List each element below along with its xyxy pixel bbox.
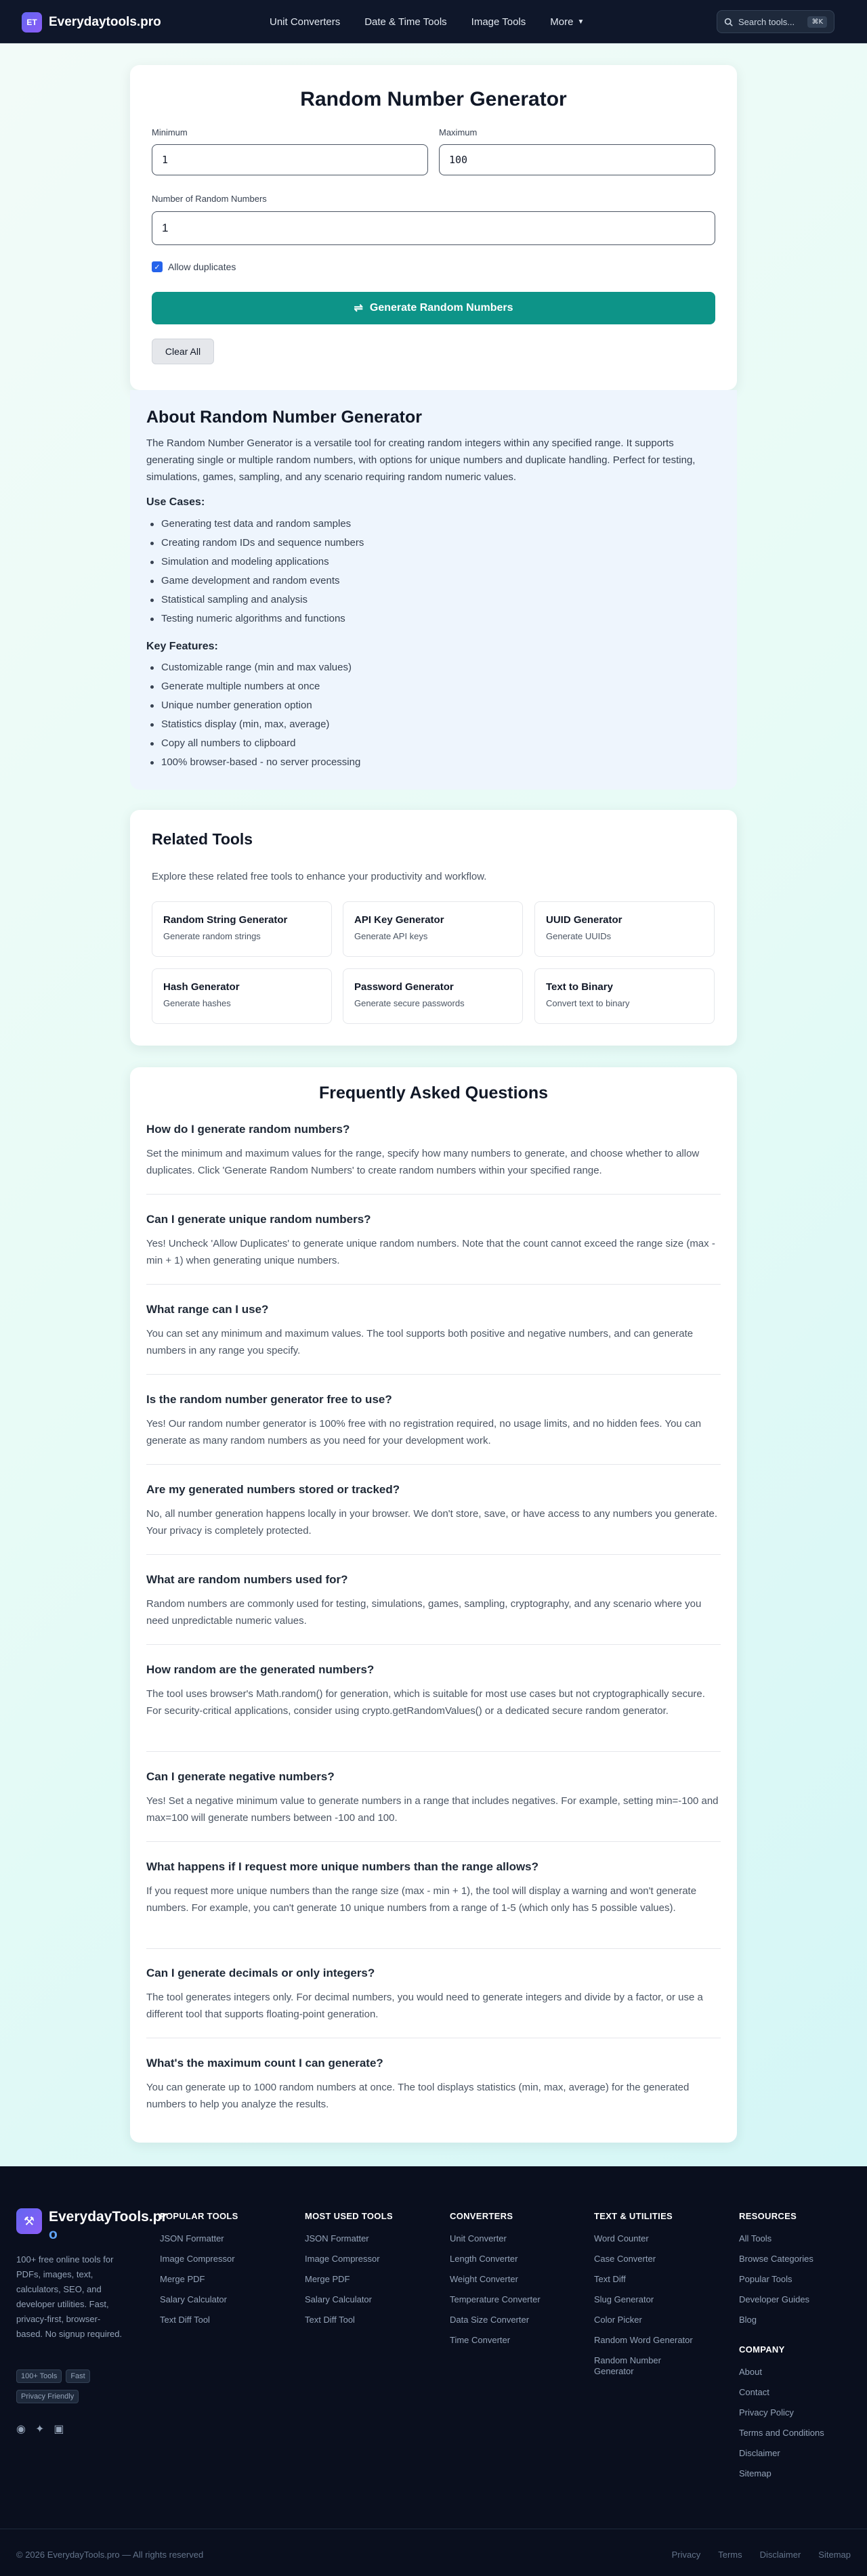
tool-card-random-string-generator[interactable]	[152, 901, 332, 957]
list-item: Generate multiple numbers at once	[146, 677, 360, 696]
tool-description: Generate secure passwords	[354, 998, 465, 1008]
footer-link[interactable]: Sitemap	[739, 2468, 771, 2478]
faq-question: Can I generate unique random numbers?	[146, 1213, 371, 1226]
max-label: Maximum	[439, 127, 478, 137]
faq-item	[146, 1663, 721, 1719]
count-label: Number of Random Numbers	[152, 194, 267, 204]
faq-card	[130, 1067, 737, 2143]
footer-link[interactable]: Text Diff Tool	[160, 2315, 210, 2325]
tool-name: Random String Generator	[163, 914, 288, 926]
faq-divider	[146, 1751, 721, 1752]
faq-question: What happens if I request more unique numbers than the range allows?	[146, 1860, 539, 1873]
search-button[interactable]	[717, 10, 834, 33]
footer-brand-name-part1: EverydayTools.pr	[49, 2209, 167, 2225]
faq-question: Can I generate decimals or only integers?	[146, 1967, 375, 1979]
clear-all-button[interactable]: Clear All	[152, 339, 214, 364]
faq-answer: You can generate up to 1000 random numbers at once. The tool displays statistics (min, max, average) for the generated numbers to help you analyze the results.	[146, 2082, 690, 2110]
footer-link[interactable]: Contact	[739, 2387, 769, 2397]
twitter-icon[interactable]: ✦	[35, 2424, 45, 2435]
faq-answer: Random numbers are commonly used for testing, simulations, games, sampling, cryptography, and any scenario where you need unpredictable numeric values.	[146, 1598, 702, 1627]
faq-item	[146, 2057, 721, 2113]
footer-col-heading: RESOURCES	[739, 2211, 797, 2221]
search-shortcut-badge: ⌘K	[807, 16, 827, 28]
search-icon	[724, 18, 733, 26]
nav-link-date-time-tools[interactable]: Date & Time Tools	[364, 16, 447, 28]
list-item: Unique number generation option	[146, 696, 360, 715]
tool-description: Generate hashes	[163, 998, 231, 1008]
footer-link[interactable]: Slug Generator	[594, 2294, 654, 2304]
tool-description: Generate random strings	[163, 931, 261, 941]
footer-link[interactable]: About	[739, 2367, 762, 2377]
footer-link[interactable]: Developer Guides	[739, 2294, 810, 2304]
footer-col-text-utilities	[594, 2211, 709, 2386]
faq-question: What's the maximum count I can generate?	[146, 2057, 383, 2069]
footer-col-converters	[450, 2211, 541, 2355]
footer-col-most-used-tools	[305, 2211, 393, 2335]
faq-answer: Yes! Our random number generator is 100% free with no registration required, no usage limits, and no hidden fees. You can generate as many random numbers as you need for your development work.	[146, 1418, 702, 1446]
faq-divider	[146, 1464, 721, 1465]
use-cases-list	[146, 515, 364, 628]
page-title: Random Number Generator	[300, 88, 567, 110]
footer-col-heading: TEXT & UTILITIES	[594, 2211, 673, 2221]
brand-logo-icon: ET	[22, 12, 42, 33]
footer-link[interactable]: Temperature Converter	[450, 2294, 541, 2304]
tool-name: API Key Generator	[354, 914, 444, 926]
list-item: Customizable range (min and max values)	[146, 658, 360, 677]
faq-divider	[146, 1374, 721, 1375]
tool-card-text-to-binary[interactable]	[534, 968, 715, 1024]
faq-divider	[146, 1644, 721, 1645]
faq-answer: You can set any minimum and maximum values. The tool supports both positive and negative numbers, and can generate numbers in any range you specify.	[146, 1328, 694, 1356]
generator-card	[130, 65, 737, 390]
faq-item	[146, 1860, 721, 1916]
footer-badges	[16, 2369, 138, 2410]
related-tools-card	[130, 810, 737, 1046]
faq-item	[146, 1573, 721, 1629]
github-icon[interactable]: ◉	[16, 2424, 26, 2435]
legal-link-disclaimer[interactable]: Disclaimer	[759, 2550, 801, 2560]
allow-duplicates-label: Allow duplicates	[168, 261, 236, 272]
faq-question: How random are the generated numbers?	[146, 1663, 375, 1676]
footer-col-heading: CONVERTERS	[450, 2211, 513, 2221]
brand-name: Everydaytools.pro	[49, 15, 161, 29]
about-description: The Random Number Generator is a versatile tool for creating random integers within any specified range. It supports generating single or multiple random numbers, with options for unique numbers and duplicate handling. Perfect for testing, simulations, games, sampling, and any scenario requiring random numeric values.	[146, 437, 696, 483]
faq-divider	[146, 1554, 721, 1555]
footer-link[interactable]: Time Converter	[450, 2335, 511, 2345]
nav-more-label: More	[550, 16, 574, 28]
max-input[interactable]	[439, 144, 715, 175]
about-section	[130, 390, 737, 790]
faq-question: How do I generate random numbers?	[146, 1123, 350, 1136]
about-title: About Random Number Generator	[146, 408, 422, 427]
faq-item	[146, 1123, 721, 1179]
tool-description: Generate API keys	[354, 931, 428, 941]
brand-link[interactable]	[22, 12, 161, 33]
footer-link[interactable]: Disclaimer	[739, 2448, 780, 2458]
nav-link-image-tools[interactable]: Image Tools	[471, 16, 526, 28]
search-placeholder: Search tools...	[738, 16, 795, 27]
list-item: Statistics display (min, max, average)	[146, 715, 360, 734]
footer-link[interactable]: Word Counter	[594, 2233, 649, 2244]
faq-item	[146, 1213, 721, 1269]
faq-answer: Set the minimum and maximum values for the range, specify how many numbers to generate, and choose whether to allow duplicates. Click 'Generate Random Numbers' to create random numbers within your specified range.	[146, 1148, 700, 1176]
footer-col-popular-tools	[160, 2211, 238, 2335]
linkedin-icon[interactable]: ▣	[54, 2424, 64, 2435]
tool-name: Hash Generator	[163, 981, 240, 993]
generate-button[interactable]	[152, 292, 715, 324]
footer-link[interactable]: Random Number Generator	[594, 2355, 661, 2376]
legal-link-privacy[interactable]: Privacy	[671, 2550, 701, 2560]
footer-link[interactable]: Popular Tools	[739, 2274, 792, 2284]
list-item: Creating random IDs and sequence numbers	[146, 534, 364, 553]
footer-link[interactable]: Weight Converter	[450, 2274, 518, 2284]
use-cases-heading: Use Cases:	[146, 496, 205, 508]
footer-link[interactable]: Text Diff	[594, 2274, 626, 2284]
faq-item	[146, 1770, 721, 1826]
legal-links	[654, 2550, 851, 2560]
footer-link[interactable]: Image Compressor	[305, 2254, 380, 2264]
footer-link[interactable]: Random Word Generator	[594, 2335, 693, 2345]
list-item: Copy all numbers to clipboard	[146, 734, 360, 753]
nav-link-unit-converters[interactable]: Unit Converters	[270, 16, 341, 28]
faq-divider	[146, 1948, 721, 1949]
faq-item	[146, 1967, 721, 2023]
footer-badge: Privacy Friendly	[16, 2390, 79, 2403]
faq-answer: Yes! Uncheck 'Allow Duplicates' to generate unique random numbers. Note that the count cannot exceed the range size (max - min + 1) when generating unique numbers.	[146, 1238, 715, 1266]
faq-answer: If you request more unique numbers than the range size (max - min + 1), the tool will display a warning and won't generate numbers. For example, you can't generate 10 unique numbers from a range of 1-5 (which only has 5 possible values).	[146, 1885, 697, 1914]
tool-name: Password Generator	[354, 981, 454, 993]
faq-item	[146, 1303, 721, 1359]
footer-link[interactable]: Merge PDF	[305, 2274, 350, 2284]
list-item: Simulation and modeling applications	[146, 553, 364, 572]
min-input[interactable]	[152, 144, 428, 175]
faq-question: What are random numbers used for?	[146, 1573, 348, 1586]
footer-brand-link[interactable]	[16, 2208, 167, 2242]
footer-badge: Fast	[66, 2369, 89, 2383]
faq-divider	[146, 1284, 721, 1285]
footer-link[interactable]: Terms and Conditions	[739, 2428, 824, 2438]
tool-card-uuid-generator[interactable]	[534, 901, 715, 957]
footer-brand-name-part2: o	[49, 2227, 58, 2242]
list-item: Testing numeric algorithms and functions	[146, 609, 364, 628]
count-input[interactable]	[152, 211, 715, 245]
footer-link[interactable]: JSON Formatter	[160, 2233, 224, 2244]
footer-link[interactable]: All Tools	[739, 2233, 772, 2244]
top-navbar	[0, 0, 867, 43]
features-list	[146, 658, 360, 772]
faq-question: Are my generated numbers stored or tracked?	[146, 1483, 400, 1496]
footer-col-resources	[739, 2211, 854, 2489]
faq-item	[146, 1483, 721, 1539]
footer-link[interactable]: Merge PDF	[160, 2274, 205, 2284]
faq-answer: The tool uses browser's Math.random() for generation, which is suitable for most use cases but not cryptographically secure. For security-critical applications, consider using crypto.getRandomValues() or a dedicated secure random generator.	[146, 1688, 705, 1717]
footer-link[interactable]: Unit Converter	[450, 2233, 507, 2244]
footer-link[interactable]: Privacy Policy	[739, 2407, 794, 2418]
footer-link[interactable]: Browse Categories	[739, 2254, 813, 2264]
list-item: Generating test data and random samples	[146, 515, 364, 534]
footer-link[interactable]: Length Converter	[450, 2254, 518, 2264]
faq-answer: Yes! Set a negative minimum value to generate numbers in a range that includes negatives. For example, setting min=-100 and max=100 will generate numbers between -100 and 100.	[146, 1795, 719, 1824]
related-tools-subtitle: Explore these related free tools to enhance your productivity and workflow.	[152, 871, 487, 882]
faq-answer: The tool generates integers only. For decimal numbers, you would need to generate integers and divide by a factor, or use a different tool that supports floating-point generation.	[146, 1992, 703, 2020]
social-links	[16, 2422, 74, 2436]
footer-link[interactable]: Blog	[739, 2315, 757, 2325]
tool-card-api-key-generator[interactable]	[343, 901, 523, 957]
footer-link[interactable]: Text Diff Tool	[305, 2315, 355, 2325]
copyright: © 2026 EverydayTools.pro — All rights reserved	[16, 2550, 204, 2560]
list-item: 100% browser-based - no server processing	[146, 753, 360, 772]
chevron-down-icon: ▼	[577, 18, 585, 26]
faq-title: Frequently Asked Questions	[318, 1083, 549, 1102]
faq-divider	[146, 1841, 721, 1842]
tool-name: Text to Binary	[546, 981, 613, 993]
min-label: Minimum	[152, 127, 188, 137]
footer-col-heading: COMPANY	[739, 2344, 785, 2355]
footer-description: 100+ free online tools for PDFs, images, text, calculators, SEO, and developer utilities. Fast, privacy-first, browser-based. No signup required.	[16, 2254, 123, 2339]
tool-description: Convert text to binary	[546, 998, 630, 1008]
faq-item	[146, 1393, 721, 1449]
allow-duplicates-checkbox[interactable]: ✓	[152, 261, 163, 272]
footer-link[interactable]: JSON Formatter	[305, 2233, 369, 2244]
faq-answer: No, all number generation happens locally in your browser. We don't store, save, or have access to any numbers you generate. Your privacy is completely protected.	[146, 1508, 718, 1537]
generate-button-label: Generate Random Numbers	[369, 302, 513, 314]
legal-link-terms[interactable]: Terms	[718, 2550, 742, 2560]
related-tools-title: Related Tools	[152, 830, 253, 848]
nav-links	[270, 0, 608, 43]
footer-link[interactable]: Case Converter	[594, 2254, 656, 2264]
footer-link[interactable]: Image Compressor	[160, 2254, 235, 2264]
tool-name: UUID Generator	[546, 914, 622, 926]
footer-badge: 100+ Tools	[16, 2369, 62, 2383]
footer-col-heading: POPULAR TOOLS	[160, 2211, 238, 2221]
faq-question: Can I generate negative numbers?	[146, 1770, 335, 1783]
faq-question: What range can I use?	[146, 1303, 269, 1316]
list-item: Game development and random events	[146, 572, 364, 591]
tool-card-hash-generator[interactable]	[152, 968, 332, 1024]
tool-card-password-generator[interactable]	[343, 968, 523, 1024]
list-item: Statistical sampling and analysis	[146, 591, 364, 609]
footer-link[interactable]: Color Picker	[594, 2315, 642, 2325]
wrench-icon: ⚒	[16, 2208, 42, 2234]
footer-link[interactable]: Data Size Converter	[450, 2315, 530, 2325]
footer	[0, 2166, 867, 2576]
faq-divider	[146, 1194, 721, 1195]
tool-description: Generate UUIDs	[546, 931, 612, 941]
shuffle-icon: ⇌	[354, 303, 363, 314]
footer-link[interactable]: Salary Calculator	[160, 2294, 227, 2304]
nav-more-dropdown[interactable]	[550, 16, 584, 28]
faq-question: Is the random number generator free to use?	[146, 1393, 392, 1406]
legal-link-sitemap[interactable]: Sitemap	[818, 2550, 851, 2560]
features-heading: Key Features:	[146, 641, 218, 652]
footer-col-heading: MOST USED TOOLS	[305, 2211, 393, 2221]
allow-duplicates-row	[152, 261, 236, 272]
footer-link[interactable]: Salary Calculator	[305, 2294, 372, 2304]
footer-brand-name	[49, 2208, 167, 2244]
